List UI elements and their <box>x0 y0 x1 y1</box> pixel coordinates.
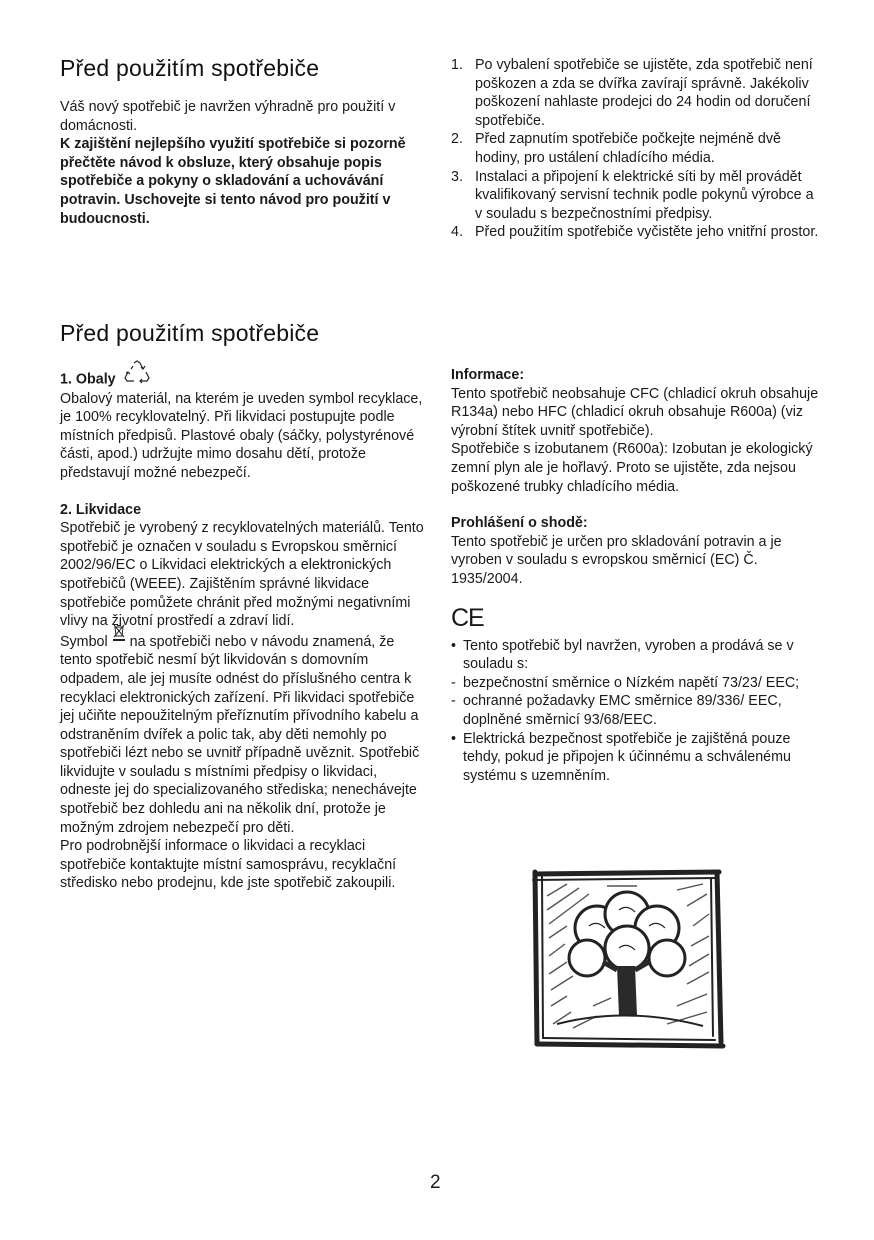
info-text-1: Tento spotřebič neobsahuje CFC (chladicí okruh obsahuje R134a) nebo HFC (chladicí okruh obsahuje R600a) (viz výrobní štítek uvnitř spotřebiče). <box>451 385 819 439</box>
likvidace-text: Spotřebič je vyrobený z recyklovatelných materiálů. Tento spotřebič je označen v souladu s Evropskou směrnicí 2002/96/EC o Likvidaci elektrických a elektronických spotřebičů (WEEE). Zajištěním správné likvidace spotřebiče pomůžete chránit před možnými negativními vlivy na životní prostředí a zdraví lidí. <box>60 520 424 630</box>
step-item: 2. Před zapnutím spotřebiče počkejte nejméně dvě hodiny, pro ustálení chladícího média. <box>451 131 781 166</box>
declaration-text: Tento spotřebič je určen pro skladování potravin a je vyroben v souladu s evropskou směrnicí (EC) Č. 1935/2004. <box>451 533 782 587</box>
symbol-word: Symbol <box>60 633 108 650</box>
step-item: 1. Po vybalení spotřebiče se ujistěte, zda spotřebič není poškozen a zda se dvířka zavírají správně. Jakékoliv poškození nahlaste prodejci do 24 hodin od doručení spotřebiče. <box>451 57 813 129</box>
recycle-icon <box>124 360 150 390</box>
info-heading: Informace: <box>451 367 525 383</box>
symbol-text: na spotřebiči nebo v návodu znamená, že tento spotřebič nesmí být likvidován s domovním odpadem, ale jej musíte odnést do příslušného centra k recyklaci elektronických zařízení. Při likvidaci spotřebiče jej učiňte nepoužitelným přeříznutím přívodního kabelu a odstraněním dvířek a polic tak, aby děti nemohly po spotřebiči lézt nebo se uvnitř případně uvěznit. Spotřebič likvidujte v souladu s místními předpisy o likvidaci, odneste jej do specializovaného střediska; nenechávejte spotřebič bez dohledu ani na několik dní, protože je možným zdrojem nebezpečí pro děti. <box>60 633 420 836</box>
intro-block <box>60 98 425 228</box>
steps-list <box>451 56 819 242</box>
page-title-second: Před použitím spotřebiče <box>60 320 320 346</box>
obaly-heading: 1. Obaly <box>60 371 116 388</box>
contact-text: Pro podrobnější informace o likvidaci a recyklaci spotřebiče kontaktujte místní samosprávu, recyklační středisko nebo prodejnu, kde jste spotřebič zakoupili. <box>60 838 397 892</box>
step-item: 4. Před použitím spotřebiče vyčistěte jeho vnitřní prostor. <box>451 224 819 241</box>
right-column <box>451 366 819 785</box>
declaration-heading: Prohlášení o shodě: <box>451 515 588 532</box>
left-column <box>60 366 428 893</box>
page-title-top: Před použitím spotřebiče <box>60 55 320 81</box>
step-item: 3. Instalaci a připojení k elektrické síti by měl provádět kvalifikovaný servisní technik podle pokynů výrobce a v souladu s bezpečnostními předpisy. <box>451 168 814 222</box>
likvidace-heading: 2. Likvidace <box>60 501 142 518</box>
ce-mark: CE <box>451 603 484 632</box>
intro-normal: Váš nový spotřebič je navržen výhradně pro použití v domácnosti. <box>60 99 396 134</box>
ce-list-item: • Tento spotřebič byl navržen, vyroben a prodává se v souladu s: <box>451 637 794 673</box>
page-number: 2 <box>430 1172 441 1193</box>
ce-list-item: - bezpečnostní směrnice o Nízkém napětí 73/23/ EEC; <box>451 674 800 691</box>
intro-bold: K zajištění nejlepšího využití spotřebiče si pozorně přečtěte návod k obsluze, který obsahuje popis spotřebiče a pokyny o skladování a uchovávání potravin. Uschovejte si tento návod pro použití v budoucnosti. <box>60 136 406 227</box>
crossed-bin-icon <box>112 624 126 648</box>
ce-list-item: • Elektrická bezpečnost spotřebiče je zajištěná pouze tehdy, pokud je připojen k účinnému a schválenému systému s uzemněním. <box>451 730 791 784</box>
tree-illustration <box>527 866 727 1057</box>
symbol-paragraph <box>60 633 428 838</box>
obaly-text: Obalový materiál, na kterém je uveden symbol recyklace, je 100% recyklovatelný. Při likvidaci postupujte podle místních předpisů. Plastové obaly (sáčky, polystyrénové části, apod.) udržujte mimo dosahu dětí, protože představují možné nebezpečí. <box>60 390 423 481</box>
obaly-heading-row <box>60 370 428 390</box>
ce-list <box>451 637 819 786</box>
info-text-2: Spotřebiče s izobutanem (R600a): Izobutan je ekologický zemní plyn ale je hořlavý. Proto se ujistěte, zda nejsou poškozené trubky chladícího média. <box>451 441 813 495</box>
ce-list-item: - ochranné požadavky EMC směrnice 89/336/ EEC, doplněné směrnicí 93/68/EEC. <box>451 693 782 728</box>
